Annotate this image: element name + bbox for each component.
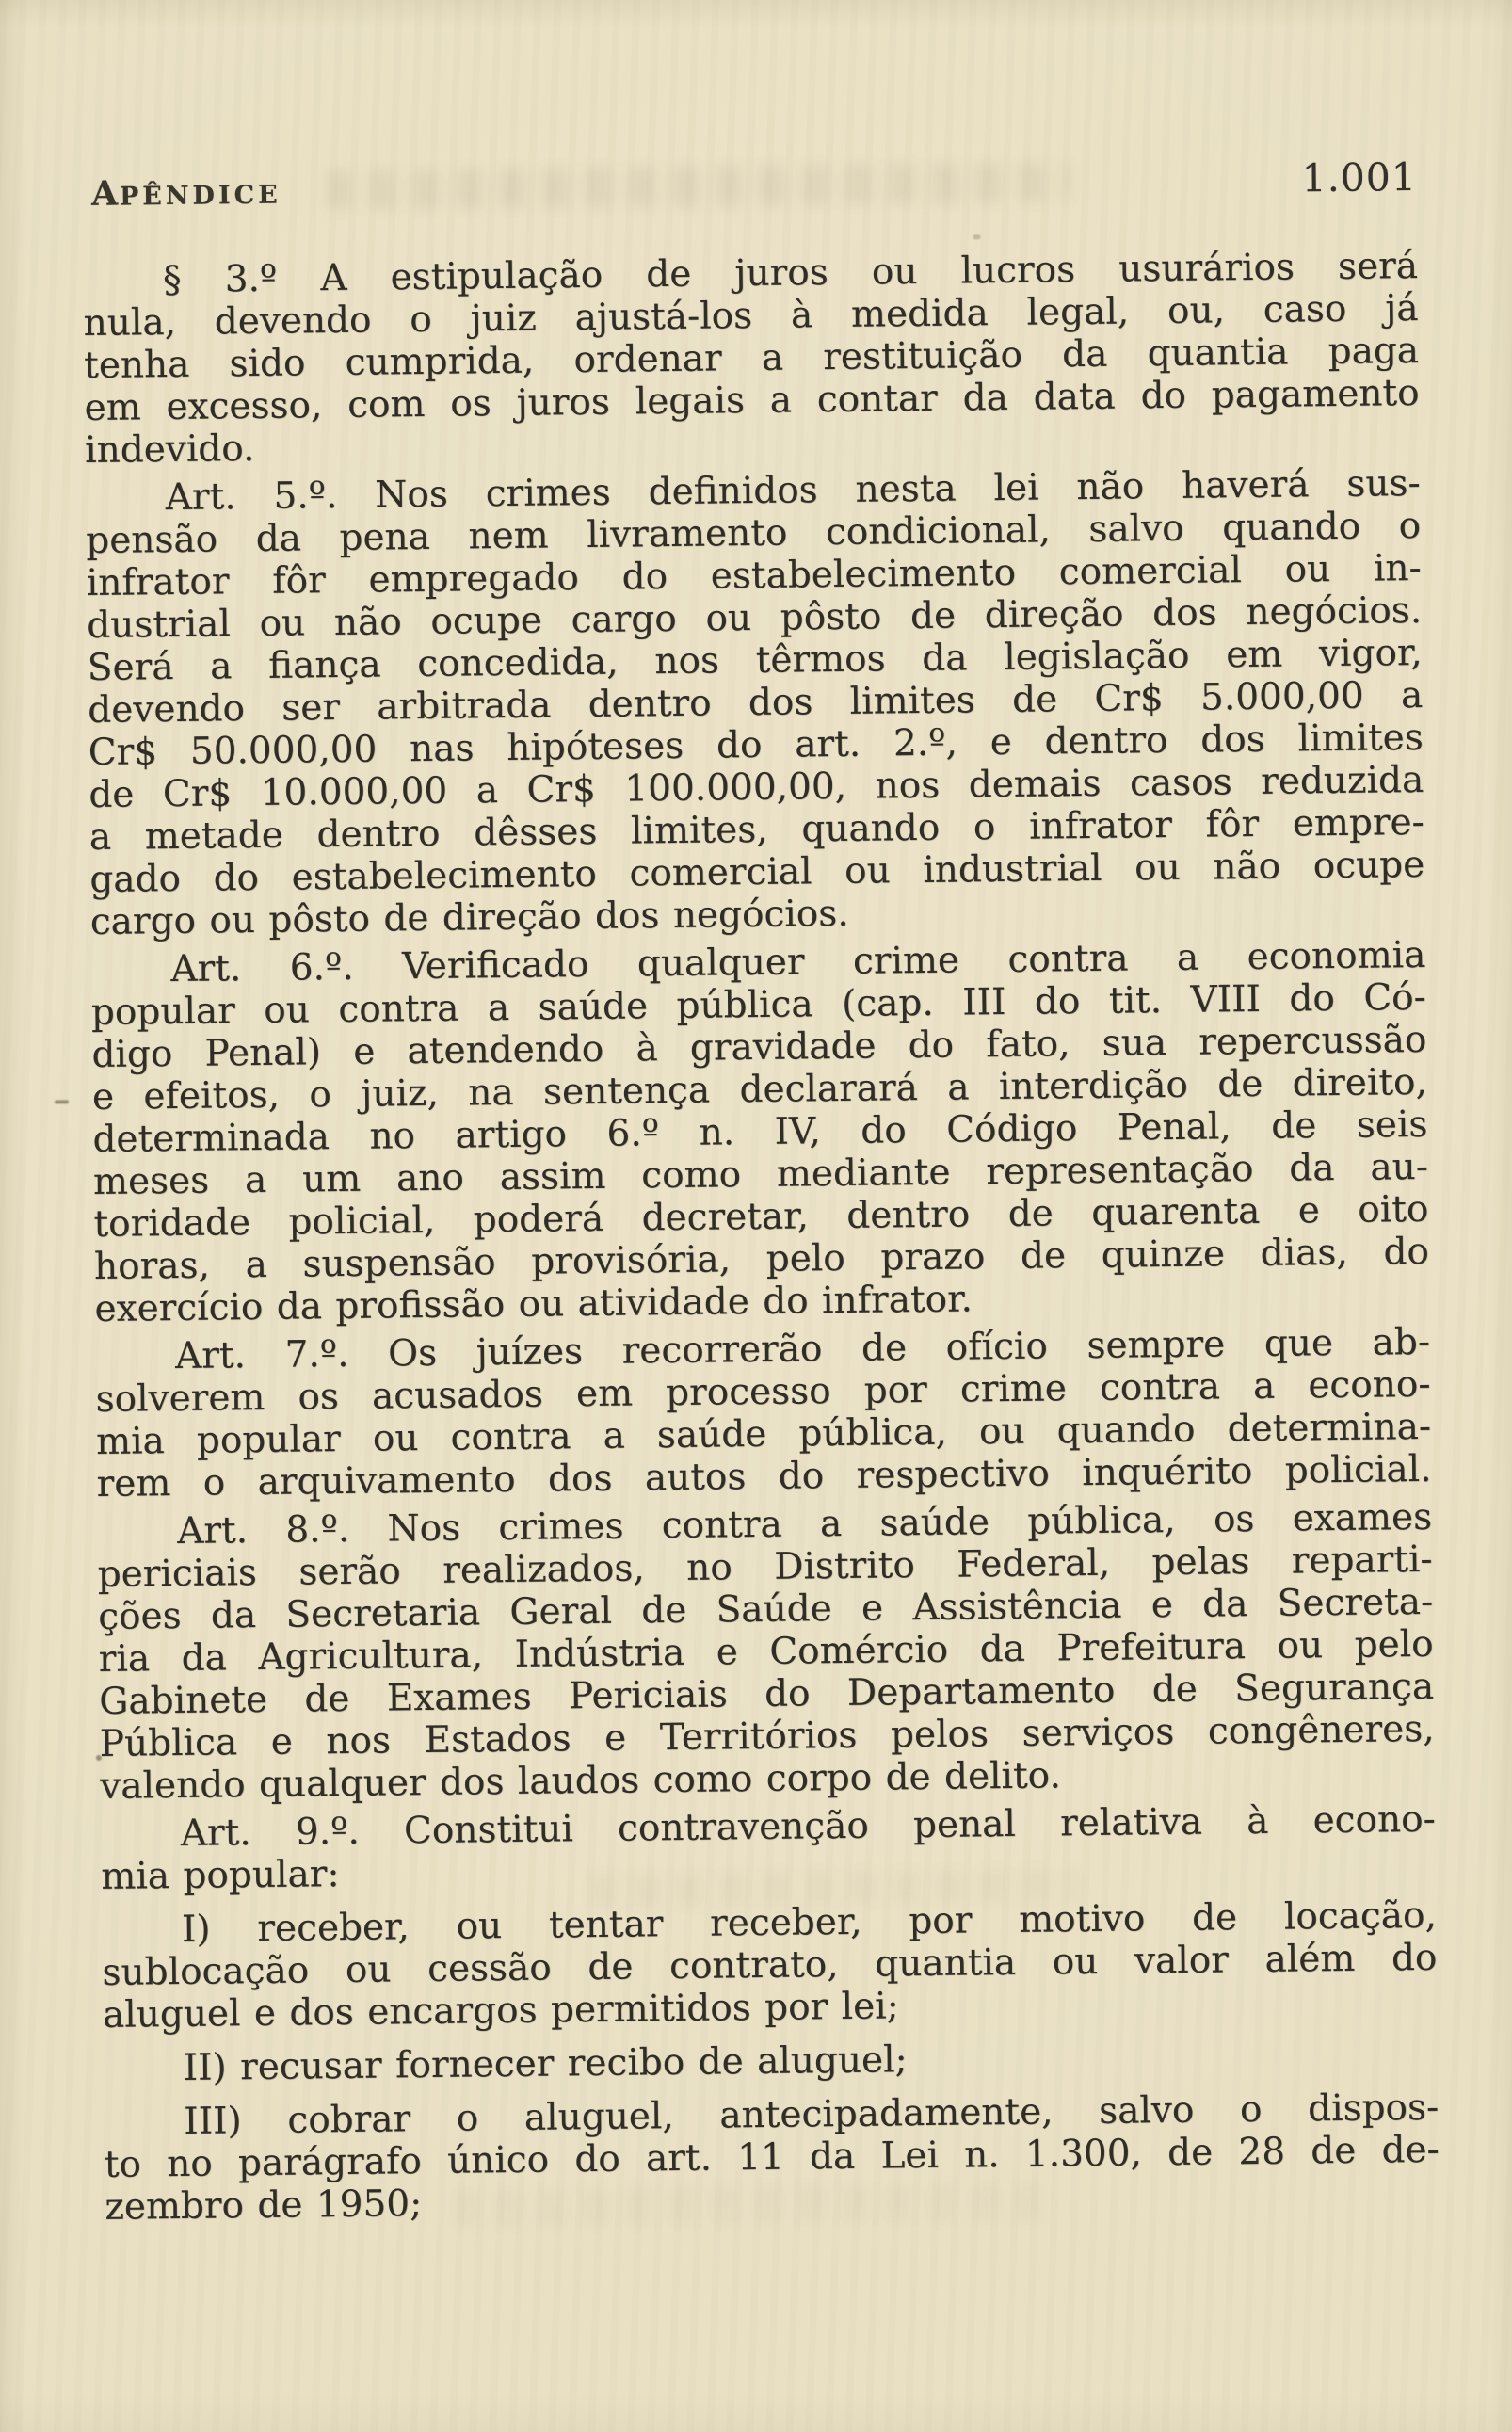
text-line: valendo qualquer dos laudos como corpo de delito. [99, 1754, 1062, 1808]
text-line: Art. 8.º. Nos crimes contra a saúde pública, os exames [176, 1495, 1433, 1553]
text-line: determinada no artigo 6.º n. IV, do Código Penal, de seis [92, 1103, 1428, 1161]
text-line: infrator fôr empregado do estabelecimento comercial ou in- [86, 546, 1422, 605]
page-number: 1.001 [1301, 153, 1418, 201]
text-line: e efeitos, o juiz, na sentença declarará a interdição de direito, [91, 1060, 1428, 1119]
text-line: III) cobrar o aluguel, antecipadamente, salvo o dispos- [184, 2086, 1440, 2143]
text-line: digo Penal) e atendendo à gravidade do fato, sua repercussão [91, 1018, 1427, 1076]
text-line: rem o arquivamento dos autos do respectivo inquérito policial. [96, 1447, 1432, 1506]
text-line: popular ou contra a saúde pública (cap. III do tit. VIII do Có- [90, 975, 1427, 1034]
text-line: Art. 5.º. Nos crimes definidos nesta lei não haverá sus- [165, 461, 1421, 520]
text-line: Cr$ 50.000,00 nas hipóteses do art. 2.º, e dentro dos limites [88, 716, 1424, 775]
text-line: ções da Secretaria Geral de Saúde e Assistência e da Secreta- [97, 1580, 1434, 1638]
text-line: II) recusar fornecer recibo de aluguel; [183, 2038, 908, 2089]
text-line: Gabinete de Exames Periciais do Departamento de Segurança [98, 1665, 1435, 1723]
text-line: Art. 9.º. Constitui contravenção penal relativa à econo- [180, 1797, 1436, 1855]
text-line: nula, devendo o juiz ajustá-los à medida legal, ou, caso já [83, 286, 1419, 346]
paragraph-article-9-item-1 [102, 1894, 1438, 2037]
section-title: APÊNDICE [90, 173, 281, 214]
paragraph-article-9-item-3 [104, 2086, 1440, 2229]
text-line: sublocação ou cessão de contrato, quantia ou valor além do [102, 1936, 1438, 1994]
text-line: dustrial ou não ocupe cargo ou pôsto de direção dos negócios. [87, 588, 1423, 648]
text-line: em excesso, com os juros legais a contar da data do pagamento [84, 371, 1420, 430]
text-line: horas, a suspensão provisória, pelo prazo de quinze dias, do [93, 1230, 1430, 1288]
paragraph-article-9-item-2 [103, 2033, 1438, 2090]
scan-speck [973, 234, 981, 239]
text-line: zembro de 1950; [105, 2182, 423, 2229]
text-line: mia popular ou contra a saúde pública, ou quando determina- [95, 1405, 1432, 1463]
paragraph-article-5 [85, 462, 1425, 943]
text-line: cargo ou pôsto de direção dos negócios. [89, 892, 849, 943]
body-text-block [83, 245, 1440, 2229]
text-line: de Cr$ 10.000,00 a Cr$ 100.000,00, nos demais casos reduzida [88, 758, 1424, 817]
text-line: to no parágrafo único do art. 11 da Lei n. 1.300, de 28 de de- [104, 2128, 1440, 2186]
paragraph-section-3 [83, 245, 1420, 472]
text-line: Será a fiança concedida, nos têrmos da legislação em vigor, [87, 631, 1423, 690]
text-line: devendo ser arbitrada dentro dos limites de Cr$ 5.000,00 a [88, 673, 1424, 733]
text-line: toridade policial, poderá decretar, dentro de quarenta e oito [93, 1187, 1429, 1246]
paragraph-article-6 [90, 934, 1430, 1330]
text-line: ria da Agricultura, Indústria e Comércio da Prefeitura ou pelo [98, 1622, 1434, 1681]
text-line: I) receber, ou tentar receber, por motivo de locação, [181, 1893, 1438, 1951]
paragraph-article-8 [97, 1496, 1435, 1808]
text-line: solverem os acusados em processo por crime contra a econo- [95, 1362, 1431, 1421]
text-line: aluguel e dos encargos permitidos por lei; [102, 1985, 899, 2037]
text-line: periciais serão realizados, no Distrito Federal, pelas reparti- [97, 1538, 1433, 1596]
text-line: indevido. [84, 427, 255, 473]
text-line: mia popular: [101, 1853, 340, 1898]
page-header [91, 154, 1417, 215]
text-line: Art. 6.º. Verificado qualquer crime contra a economia [170, 933, 1426, 991]
text-line: tenha sido cumprida, ordenar a restituição da quantia paga [83, 329, 1420, 388]
scan-speck [55, 1100, 69, 1103]
text-line: § 3.º A estipulação de juros ou lucros usurários será [162, 244, 1419, 302]
text-line: Art. 7.º. Os juízes recorrerão de ofício sempre que ab- [174, 1320, 1431, 1378]
text-line: pensão da pena nem livramento condicional, salvo quando o [85, 504, 1422, 563]
text-line: exercício da profissão ou atividade do infrator. [94, 1278, 973, 1330]
text-line: Pública e nos Estados e Territórios pelos serviços congêneres, [99, 1707, 1435, 1765]
text-line: meses a um ano assim como mediante representação da au- [92, 1145, 1429, 1203]
text-line: a metade dentro dêsses limites, quando o infrator fôr empre- [88, 800, 1424, 860]
paragraph-article-9 [101, 1798, 1437, 1898]
text-line: gado do estabelecimento comercial ou industrial ou não ocupe [89, 843, 1425, 902]
paragraph-article-7 [95, 1321, 1432, 1506]
